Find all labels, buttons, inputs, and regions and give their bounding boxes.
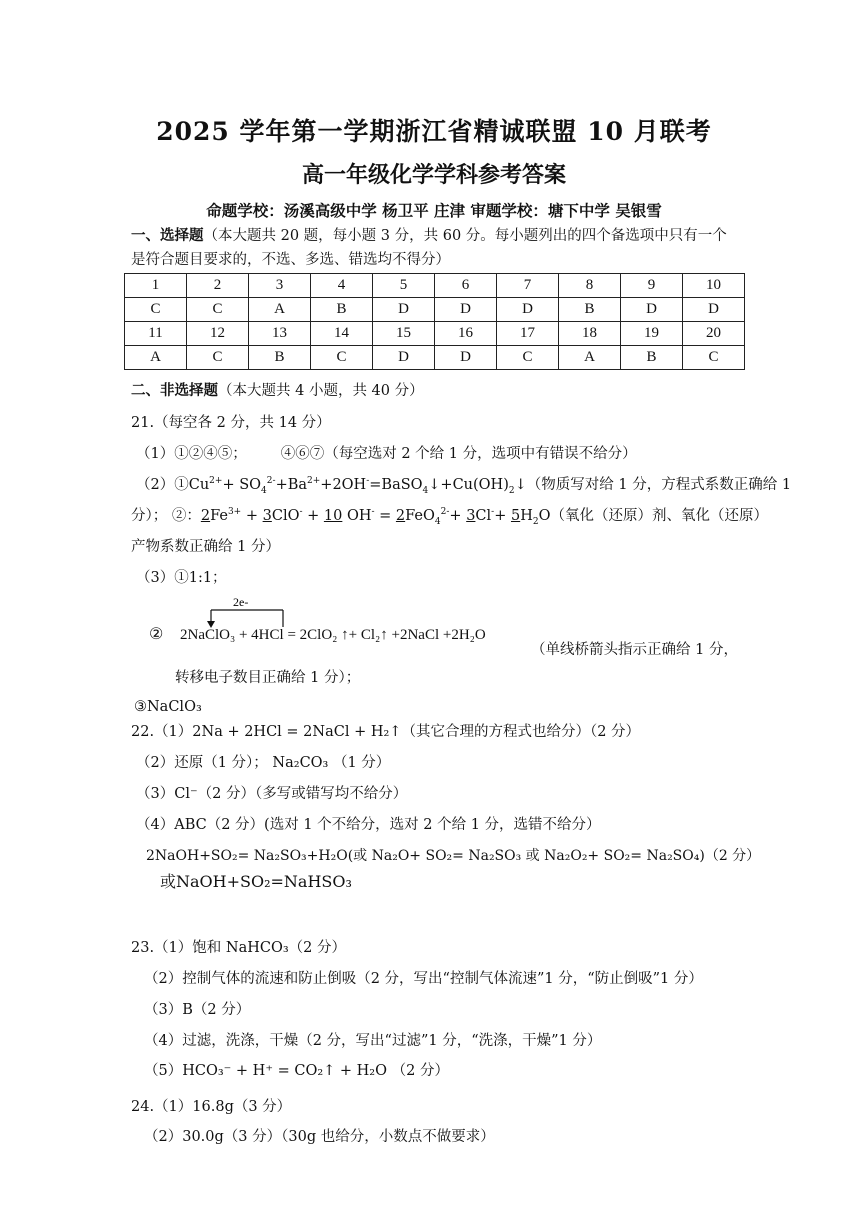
- q22-part3: （3）Cl⁻（2 分）（多写或错写均不给分）: [136, 786, 408, 802]
- table-cell: 10: [683, 274, 745, 298]
- table-cell: D: [435, 346, 497, 370]
- section1-desc-2: 是符合题目要求的，不选、多选、错选均不得分）: [131, 252, 450, 268]
- table-cell: B: [311, 298, 373, 322]
- q21-part3-1: （3）①1:1；: [136, 570, 227, 586]
- table-cell: D: [373, 346, 435, 370]
- table-cell: 12: [187, 322, 249, 346]
- section1-desc: （本大题共 20 题，每小题 3 分，共 60 分。每小题列出的四个备选项中只有一个: [203, 228, 727, 244]
- electron-count: 2e-: [233, 595, 249, 609]
- table-cell: C: [683, 346, 745, 370]
- section1-line1: [131, 226, 727, 246]
- q21-part2-prefix: （2）①: [136, 477, 189, 493]
- page-title: 2025 学年第一学期浙江省精诚联盟 10 月联考: [156, 117, 712, 146]
- q23-part1: 23.（1）饱和 NaHCO₃（2 分）: [131, 940, 347, 956]
- author-schools: 命题学校：汤溪高级中学 杨卫平 庄津 审题学校：塘下中学 吴银雪: [206, 201, 662, 220]
- table-cell: 2: [187, 274, 249, 298]
- q22-part4: （4）ABC（2 分）(选对 1 个不给分，选对 2 个给 1 分，选错不给分）: [136, 817, 601, 833]
- table-cell: 8: [559, 274, 621, 298]
- q22-part2: （2）还原（1 分）； Na₂CO₃ （1 分）: [136, 755, 391, 771]
- q21-part1-a: （1）①②④⑤；: [136, 446, 247, 462]
- q21-part2-line1: [136, 475, 791, 495]
- q24-part1: 24.（1）16.8g（3 分）: [131, 1099, 292, 1115]
- table-cell: 20: [683, 322, 745, 346]
- section2-line: [131, 381, 424, 401]
- section2-desc: （本大题共 4 小题，共 40 分）: [218, 383, 424, 399]
- table-cell: D: [683, 298, 745, 322]
- table-cell: 5: [373, 274, 435, 298]
- q22-part1: 22.（1）2Na + 2HCl = 2NaCl + H₂↑（其它合理的方程式也给分）（2 分）: [131, 724, 641, 740]
- q21-part3-note: （单线桥箭头指示正确给 1 分，: [531, 642, 738, 658]
- table-row-numbers: [125, 322, 745, 346]
- table-cell: D: [435, 298, 497, 322]
- table-row-answers: [125, 346, 745, 370]
- q23-part3: （3）B（2 分）: [144, 1002, 251, 1018]
- q21-part2-line3: 产物系数正确给 1 分）: [131, 539, 280, 555]
- q21-part2-line2-note: （氧化（还原）剂、氧化（还原）: [550, 508, 768, 524]
- q21-part1: [136, 444, 637, 464]
- q21-part2-line2: [131, 506, 768, 526]
- table-cell: D: [497, 298, 559, 322]
- table-cell: 7: [497, 274, 559, 298]
- table-cell: 19: [621, 322, 683, 346]
- answer-table: [124, 273, 745, 370]
- page-subtitle: 高一年级化学学科参考答案: [301, 162, 566, 188]
- table-row-numbers: [125, 274, 745, 298]
- table-cell: C: [125, 298, 187, 322]
- q21-eq1: $Cu^{2+}+$ $SO_4^{2-}+Ba^{2+}+2OH^-=BaSO_4↓+Cu(OH)_2↓$: [188, 476, 527, 496]
- q21-equation: 2NaClO₃ + 4HCl = 2ClO₂ ↑+ Cl₂↑ +2NaCl +2H₂O: [180, 627, 486, 643]
- table-cell: B: [621, 346, 683, 370]
- q23-part4: （4）过滤，洗涤，干燥（2 分，写出“过滤”1 分，“洗涤，干燥”1 分）: [144, 1033, 602, 1049]
- table-cell: C: [187, 346, 249, 370]
- table-cell: D: [621, 298, 683, 322]
- table-cell: C: [187, 298, 249, 322]
- q24-part2: （2）30.0g（3 分）（30g 也给分，小数点不做要求）: [144, 1129, 495, 1145]
- table-cell: D: [373, 298, 435, 322]
- table-cell: 14: [311, 322, 373, 346]
- table-cell: 15: [373, 322, 435, 346]
- q21-eq2: $2Fe^{3+} + 3ClO^- + 10$ $OH^- = 2FeO_4^{2-}+ 3Cl^-+ 5H_2O$: [200, 507, 551, 527]
- table-cell: A: [559, 346, 621, 370]
- table-cell: 16: [435, 322, 497, 346]
- table-cell: 6: [435, 274, 497, 298]
- table-cell: A: [249, 298, 311, 322]
- table-cell: 3: [249, 274, 311, 298]
- q21-part1-b: ④⑥⑦（每空选对 2 个给 1 分，选项中有错误不给分）: [280, 446, 637, 462]
- q21-part2-note: （物质写对给 1 分，方程式系数正确给 1: [526, 477, 792, 493]
- table-cell: 11: [125, 322, 187, 346]
- table-cell: 17: [497, 322, 559, 346]
- section1-heading: 一、选择题: [131, 227, 204, 244]
- table-cell: 13: [249, 322, 311, 346]
- q21-head: 21.（每空各 2 分，共 14 分）: [131, 415, 331, 431]
- table-cell: C: [311, 346, 373, 370]
- table-cell: A: [125, 346, 187, 370]
- section2-heading: 二、非选择题: [131, 382, 218, 399]
- q21-part3-2-label: ②: [149, 624, 164, 643]
- q22-part4-eq: 2NaOH+SO₂= Na₂SO₃+H₂O(或 Na₂O+ SO₂= Na₂SO₃ 或 Na₂O₂+ SO₂= Na₂SO₄)（2 分）: [146, 848, 761, 864]
- q21-part2-line2-prefix: 分）； ②：: [131, 508, 201, 524]
- table-cell: C: [497, 346, 559, 370]
- table-row-answers: [125, 298, 745, 322]
- table-cell: 4: [311, 274, 373, 298]
- table-cell: 18: [559, 322, 621, 346]
- table-cell: 1: [125, 274, 187, 298]
- table-cell: 9: [621, 274, 683, 298]
- q23-part5: （5）HCO₃⁻ + H⁺ = CO₂↑ + H₂O （2 分）: [144, 1063, 449, 1079]
- q22-part4-eq2: 或NaOH+SO₂=NaHSO₃: [160, 872, 352, 891]
- q21-part3-3: ③NaClO₃: [134, 699, 202, 715]
- q23-part2: （2）控制气体的流速和防止倒吸（2 分，写出“控制气体流速”1 分，“防止倒吸”1 分）: [144, 971, 703, 987]
- table-cell: B: [249, 346, 311, 370]
- table-cell: B: [559, 298, 621, 322]
- q21-part3-note2: 转移电子数目正确给 1 分）；: [175, 670, 361, 686]
